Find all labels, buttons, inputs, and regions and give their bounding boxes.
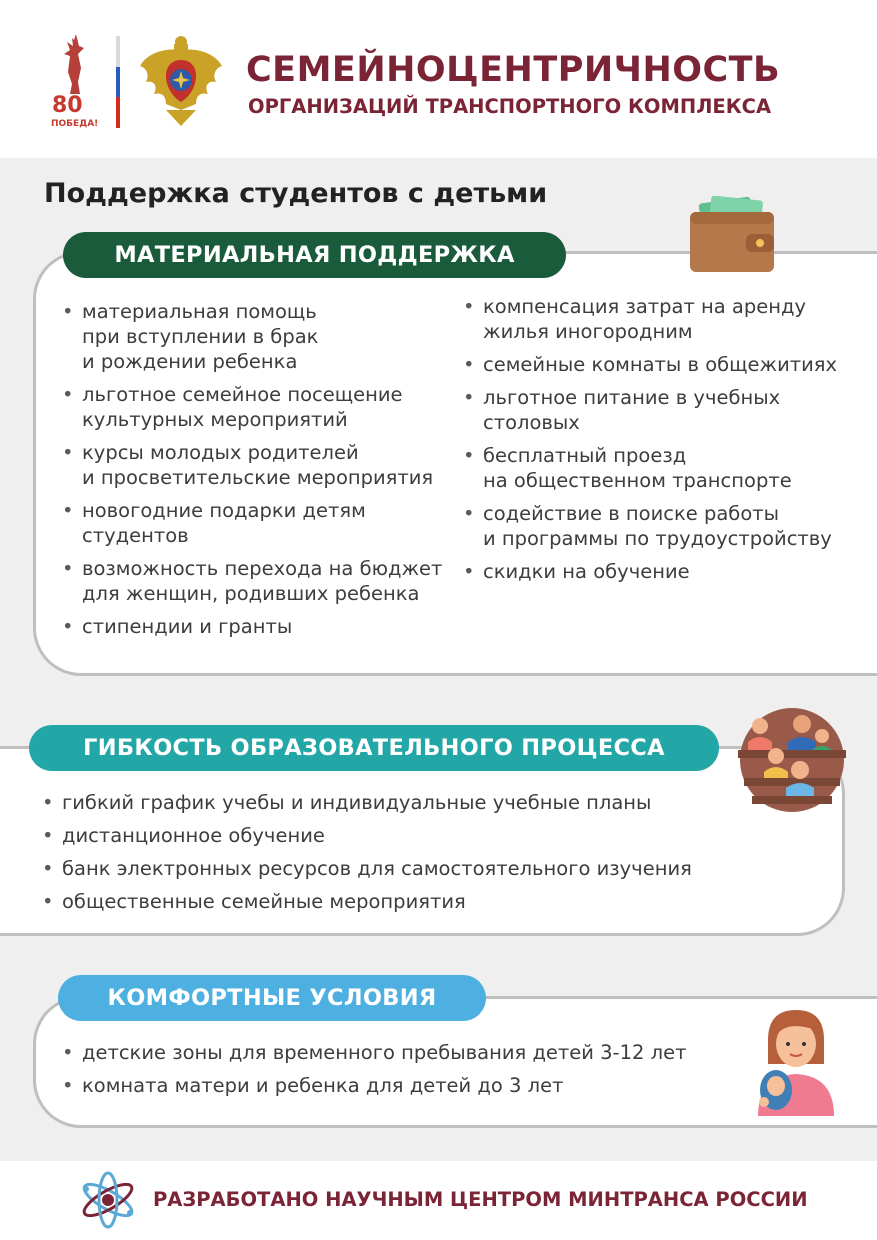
list-item: • материальная помощь при вступлении в брак и рождении ребенка [62, 299, 462, 374]
footer-credit: РАЗРАБОТАНО НАУЧНЫМ ЦЕНТРОМ МИНТРАНСА РОССИИ [153, 1188, 808, 1211]
victory-80-logo [50, 32, 102, 130]
comfort-list [62, 1040, 742, 1106]
section-heading: Поддержка студентов с детьми [44, 178, 548, 209]
list-item: • бесплатный проезд на общественном транспорте [463, 443, 873, 493]
mother-child-icon [750, 1006, 840, 1116]
list-item: • новогодние подарки детям студентов [62, 498, 462, 548]
main-content [0, 158, 877, 1161]
list-item: • банк электронных ресурсов для самостоятельного изучения [42, 856, 762, 881]
list-item: • семейные комнаты в общежитиях [463, 352, 873, 377]
svg-text:80: 80 [52, 93, 83, 118]
list-item: • льготное семейное посещение культурных мероприятий [62, 382, 462, 432]
svg-text:ПОБЕДА!: ПОБЕДА! [51, 119, 99, 129]
material-support-list-left [62, 299, 462, 647]
material-support-title: МАТЕРИАЛЬНАЯ ПОДДЕРЖКА [63, 232, 566, 278]
flag-divider [116, 36, 120, 128]
comfort-title: КОМФОРТНЫЕ УСЛОВИЯ [58, 975, 486, 1021]
list-item: • скидки на обучение [463, 559, 873, 584]
list-item: • детские зоны для временного пребывания детей 3-12 лет [62, 1040, 742, 1065]
list-item: • компенсация затрат на аренду жилья иногородним [463, 294, 873, 344]
footer [0, 1161, 877, 1240]
page-title: СЕМЕЙНОЦЕНТРИЧНОСТЬ [246, 50, 781, 90]
list-item: • содействие в поиске работы и программы по трудоустройству [463, 501, 873, 551]
coat-of-arms-icon [136, 34, 226, 128]
atom-icon [78, 1169, 138, 1231]
wallet-icon [686, 196, 778, 276]
list-item: • стипендии и гранты [62, 614, 462, 639]
page-title-line2: ОРГАНИЗАЦИЙ ТРАНСПОРТНОГО КОМПЛЕКСА [248, 95, 772, 118]
list-item: • курсы молодых родителей и просветительские мероприятия [62, 440, 462, 490]
list-item: • льготное питание в учебных столовых [463, 385, 873, 435]
flexibility-title: ГИБКОСТЬ ОБРАЗОВАТЕЛЬНОГО ПРОЦЕССА [29, 725, 719, 771]
flexibility-list [42, 790, 762, 922]
header [0, 0, 877, 158]
list-item: • гибкий график учебы и индивидуальные учебные планы [42, 790, 762, 815]
list-item: • комната матери и ребенка для детей до 3 лет [62, 1073, 742, 1098]
list-item: • общественные семейные мероприятия [42, 889, 762, 914]
material-support-list-right [463, 294, 873, 592]
list-item: • дистанционное обучение [42, 823, 762, 848]
list-item: • возможность перехода на бюджет для женщин, родивших ребенка [62, 556, 462, 606]
